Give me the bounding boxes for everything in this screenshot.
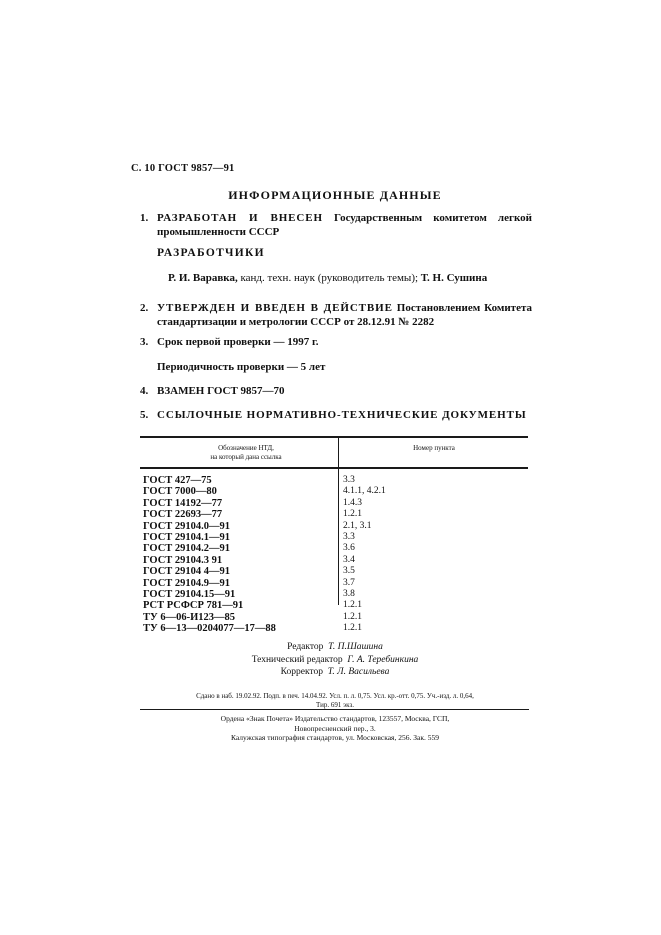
clause-1 [140,212,532,239]
table-row-document: ГОСТ 29104.1—91 [143,531,231,543]
credit-tech-editor-name: Г. А. Теребинкина [347,654,419,665]
clause-1-body [157,212,532,239]
table-column-documents [143,475,276,634]
table-row-item: 3.8 [343,588,355,599]
editorial-credits [140,641,530,679]
table-header-rule [140,467,528,469]
clause-1-lead: РАЗРАБОТАН И ВНЕСЕН [157,212,323,224]
periodicity-line: Периодичность проверки — 5 лет [157,361,326,373]
clause-2-number: 2. [140,302,149,314]
table-header-item [340,444,528,453]
developers-heading: РАЗРАБОТЧИКИ [157,247,265,259]
table-row-document: ГОСТ 427—75 [143,475,212,486]
credit-editor-label: Редактор [287,642,324,652]
table-row-item: 3.4 [343,554,355,565]
credit-proofreader [140,666,530,679]
table-top-rule [140,436,528,438]
table-row-document: ГОСТ 29104.15—91 [143,588,236,600]
table-row-document: ГОСТ 14192—77 [143,497,223,509]
table-row-document: ГОСТ 7000—80 [143,486,217,498]
table-header-document [156,444,336,462]
developer-name-1: Р. И. Варавка, [168,272,238,284]
clause-4 [140,385,532,399]
table-row-item: 1.2.1 [343,611,362,622]
table-row-document: РСТ РСФСР 781—91 [143,600,244,612]
table-row-document: ГОСТ 29104.2—91 [143,543,231,555]
table-header-item-label: Номер пункта [413,444,455,452]
clause-2-body [157,302,532,329]
table-row-document: ГОСТ 29104.3 91 [143,554,223,566]
credit-proofreader-name: Т. Л. Васильева [327,667,390,678]
table-row-item: 3.5 [343,566,355,577]
table-header-document-line1: Обозначение НТД, [218,444,274,452]
clause-5-number: 5. [140,409,149,421]
clause-5-text: ССЫЛОЧНЫЕ НОРМАТИВНО-ТЕХНИЧЕСКИЕ ДОКУМЕНТЫ [157,409,527,421]
publisher-line-2: Новопресненский пер., 3. [294,723,376,733]
table-row-item: 2.1, 3.1 [343,520,372,531]
imprint-line-1: Сдано в наб. 19.02.92. Подп. в печ. 14.04.92. Усл. п. л. 0,75. Усл. кр.-отт. 0,75. Уч.-изд. л. 0,64, [196,692,474,700]
clause-3-text: Срок первой проверки — 1997 г. [157,336,319,348]
publisher-line-3: Калужская типография стандартов, ул. Московская, 256. Зак. 559 [230,733,439,743]
table-row-item: 3.6 [343,543,355,554]
publisher-line-1: Ордена «Знак Почета» Издательство стандартов, 123557, Москва, ГСП, [220,714,450,723]
credit-tech-editor-label: Технический редактор [251,654,343,665]
credit-proofreader-label: Корректор [280,667,323,678]
clause-5 [140,409,532,423]
table-row-document: ТУ 6—06-И123—85 [143,611,235,623]
table-row-document: ГОСТ 29104.9—91 [143,577,231,589]
publisher-block [140,714,530,743]
developers-list [168,272,534,286]
developer-name-2: Т. Н. Сушина [420,272,488,284]
credit-editor-name: Т. П.Шашина [328,642,383,652]
clause-1-text: Государственным комитетом легкой промышленности СССР [157,212,533,238]
imprint-divider-rule [140,709,529,710]
table-row-item: 1.2.1 [343,623,362,634]
table-row-item: 1.2.1 [343,600,362,611]
developer-title: канд. техн. наук (руководитель темы); [237,272,421,284]
table-row-item: 3.3 [343,531,355,542]
clause-4-number: 4. [140,385,149,397]
page-title: ИНФОРМАЦИОННЫЕ ДАННЫЕ [228,188,442,202]
table-header-document-line2: на который дана ссылка [210,453,282,461]
clause-2 [140,302,532,329]
clause-3-number: 3. [140,336,149,348]
table-row-document: ТУ 6—13—0204077—17—88 [143,623,276,635]
imprint-line-2: Тир. 691 экз. [316,701,354,710]
clause-2-text: Постановлением Комитета стандартизации и метрологии СССР от 28.12.91 № 2282 [157,302,533,328]
table-column-divider [338,437,339,605]
table-row-document: ГОСТ 29104.0—91 [143,520,231,532]
credit-tech-editor [140,654,530,667]
table-row-document: ГОСТ 22693—77 [143,509,223,521]
clause-3 [140,336,532,350]
credit-editor [140,641,530,654]
table-row-item: 3.7 [343,577,355,588]
table-row-document: ГОСТ 29104 4—91 [143,566,231,578]
table-column-items [343,475,386,634]
table-row-item: 1.2.1 [343,509,362,520]
clause-1-number: 1. [140,212,149,224]
table-row-item: 3.3 [343,475,355,485]
table-row-item: 4.1.1, 4.2.1 [343,486,386,497]
clause-2-lead: УТВЕРЖДЕН И ВВЕДЕН В ДЕЙСТВИЕ [157,302,393,314]
imprint-block [140,692,530,711]
running-head: С. 10 ГОСТ 9857—91 [131,163,235,174]
table-row-item: 1.4.3 [343,497,362,508]
clause-4-text: ВЗАМЕН ГОСТ 9857—70 [157,385,285,397]
